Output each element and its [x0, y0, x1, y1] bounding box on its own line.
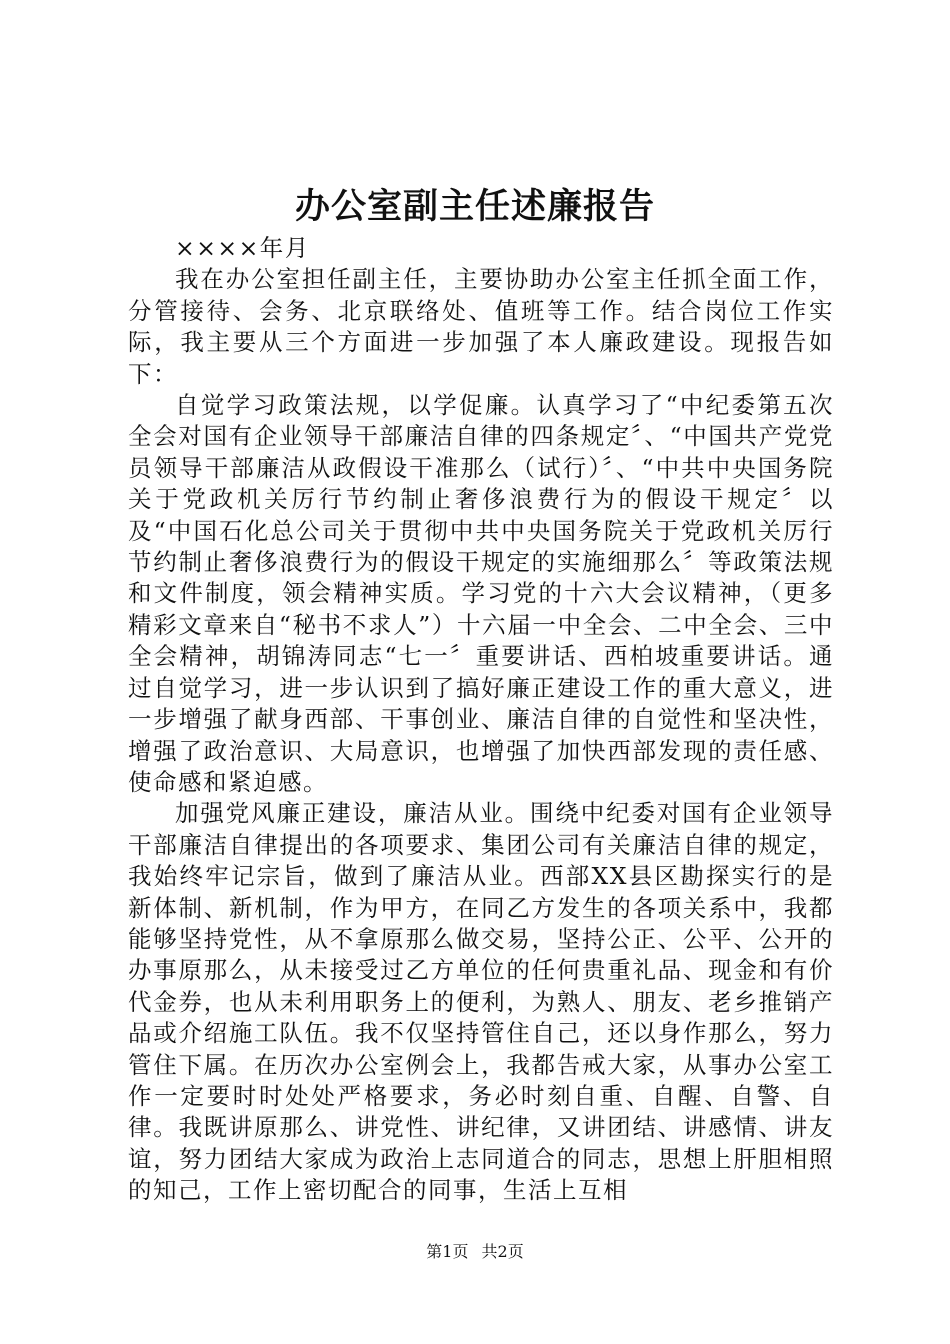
page-total: 共2页 [481, 1242, 524, 1261]
paragraph-study: 自觉学习政策法规，以学促廉。认真学习了“中纪委第五次全会对国有企业领导干部廉洁自律的四条规定〞、“中国共产党党员领导干部廉洁从政假设干准那么（试行）〞、“中共中央国务院关于党政机关厉行节约制止奢侈浪费行为的假设干规定〞以及“中国石化总公司关于贯彻中共中央国务院关于党政机关厉行节约制止奢侈浪费行为的假设干规定的实施细那么〞等政策法规和文件制度，领会精神实质。学习党的十六大会议精神，（更多精彩文章来自“秘书不求人”）十六届一中全会、二中全会、三中全会精神，胡锦涛同志“七一〞重要讲话、西柏坡重要讲话。通过自觉学习，进一步认识到了搞好廉正建设工作的重大意义，进一步增强了献身西部、干事创业、廉洁自律的自觉性和坚决性，增强了政治意识、大局意识，也增强了加快西部发现的责任感、使命感和紧迫感。 [128, 391, 834, 796]
paragraph-integrity: 加强党风廉正建设，廉洁从业。围绕中纪委对国有企业领导干部廉洁自律提出的各项要求、集团公司有关廉洁自律的规定，我始终牢记宗旨，做到了廉洁从业。西部XX县区勘探实行的是新体制、新机制，作为甲方，在同乙方发生的各项关系中，我都能够坚持党性，从不拿原那么做交易，坚持公正、公平、公开的办事原那么，从未接受过乙方单位的任何贵重礼品、现金和有价代金券，也从未利用职务上的便利，为熟人、朋友、老乡推销产品或介绍施工队伍。我不仅坚持管住自己，还以身作那么，努力管住下属。在历次办公室例会上，我都告戒大家，从事办公室工作一定要时时处处严格要求，务必时刻自重、自醒、自警、自律。我既讲原那么、讲党性、讲纪律，又讲团结、讲感情、讲友谊，努力团结大家成为政治上志同道合的同志，思想上肝胆相照的知己，工作上密切配合的同事，生活上互相 [128, 799, 834, 1205]
paragraph-intro: 我在办公室担任副主任，主要协助办公室主任抓全面工作，分管接待、会务、北京联络处、值班等工作。结合岗位工作实际，我主要从三个方面进一步加强了本人廉政建设。现报告如下： [128, 265, 834, 388]
date-line: ××××年月 [175, 234, 310, 262]
document-body [128, 233, 834, 1207]
document-title: 办公室副主任述廉报告 [294, 186, 655, 227]
page-number: 第1页 [426, 1242, 469, 1261]
page-footer [0, 1240, 950, 1264]
